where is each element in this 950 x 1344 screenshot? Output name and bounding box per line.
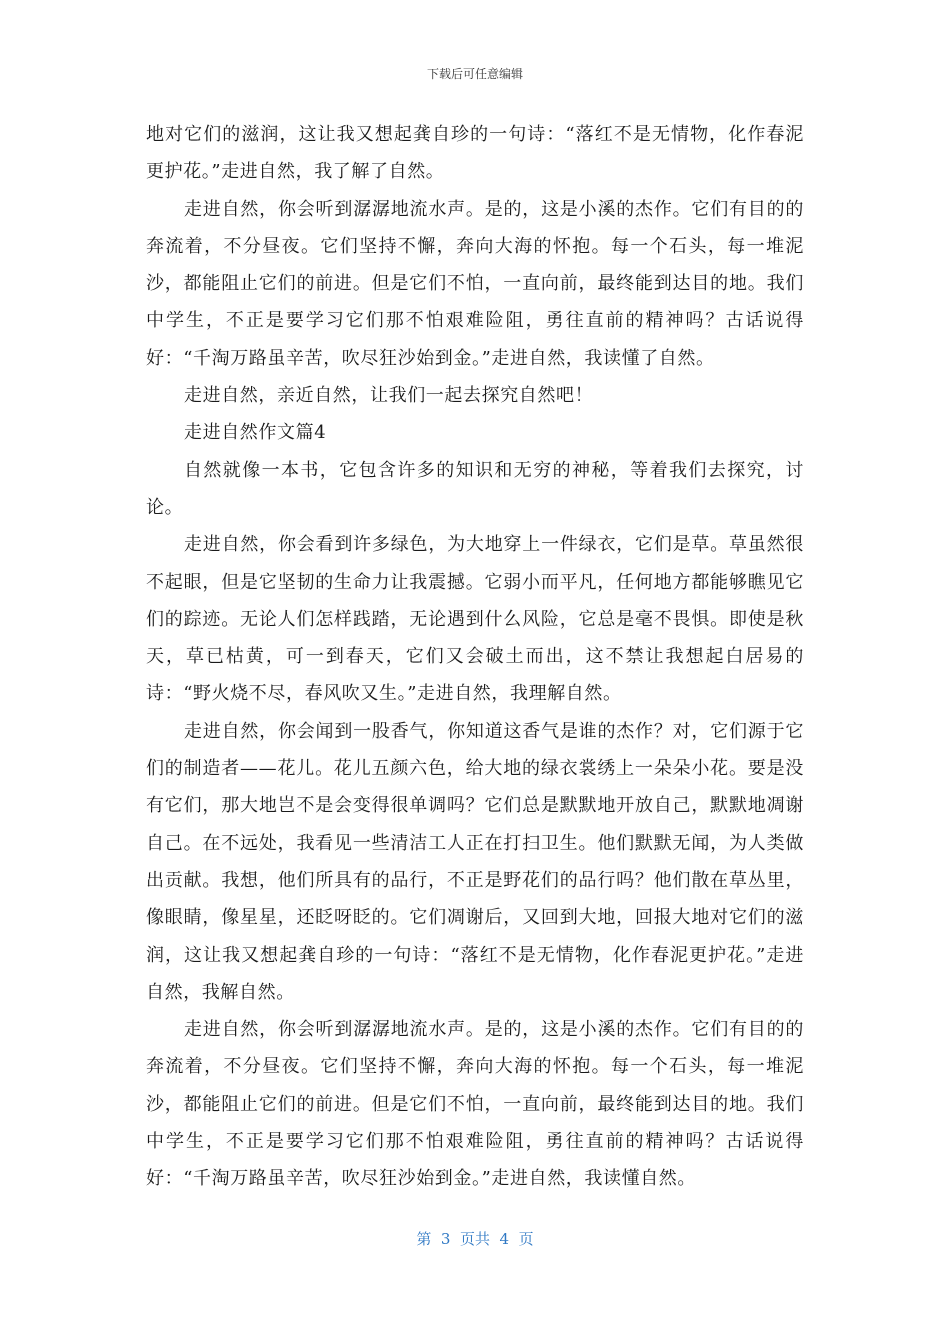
paragraph: 走进自然，你会听到潺潺地流水声。是的，这是小溪的杰作。它们有目的的奔流着，不分昼夜。它们坚持不懈，奔向大海的怀抱。每一个石头，每一堆泥沙，都能阻止它们的前进。但是它们不怕，一直向前，最终能到达目的地。我们中学生，不正是要学习它们那不怕艰难险阻，勇往直前的精神吗？古话说得好：“千淘万路虽辛苦，吹尽狂沙始到金。”走进自然，我读懂自然。 (146, 1019, 804, 1190)
paragraph: 走进自然，你会听到潺潺地流水声。是的，这是小溪的杰作。它们有目的的奔流着，不分昼夜。它们坚持不懈，奔向大海的怀抱。每一个石头，每一堆泥沙，都能阻止它们的前进。但是它们不怕，一直向前，最终能到达目的地。我们中学生，不正是要学习它们那不怕艰难险阻，勇往直前的精神吗？古话说得好：“千淘万路虽辛苦，吹尽狂沙始到金。”走进自然，我读懂了自然。 (146, 198, 804, 369)
paragraph: 走进自然，你会闻到一股香气，你知道这香气是谁的杰作？对，它们源于它们的制造者——花儿。花儿五颜六色，给大地的绿衣裳绣上一朵朵小花。要是没有它们，那大地岂不是会变得很单调吗？它们总是默默地开放自己，默默地凋谢自己。在不远处，我看见一些清洁工人正在打扫卫生。他们默默无闻，为人类做出贡献。我想，他们所具有的品行，不正是野花们的品行吗？他们散在草丛里，像眼睛，像星星，还眨呀眨的。它们凋谢后，又回到大地，回报大地对它们的滋润，这让我又想起龚自珍的一句诗：“落红不是无情物，化作春泥更护花。”走进自然，我解自然。 (146, 720, 804, 1003)
page-number-footer: 第 3 页共 4 页 (416, 1230, 534, 1248)
paragraph: 地对它们的滋润，这让我又想起龚自珍的一句诗：“落红不是无情物，化作春泥更护花。”走进自然，我了解了自然。 (146, 124, 804, 183)
paragraph: 自然就像一本书，它包含许多的知识和无穷的神秘，等着我们去探究，讨论。 (146, 459, 804, 518)
paragraph: 走进自然，亲近自然，让我们一起去探究自然吧！ (184, 385, 594, 407)
paragraph: 走进自然，你会看到许多绿色，为大地穿上一件绿衣，它们是草。草虽然很不起眼，但是它坚韧的生命力让我震撼。它弱小而平凡，任何地方都能够瞧见它们的踪迹。无论人们怎样践踏，无论遇到什么风险，它总是毫不畏惧。即使是秋天，草已枯黄，可一到春天，它们又会破土而出，这不禁让我想起白居易的诗：“野火烧不尽，春风吹又生。”走进自然，我理解自然。 (146, 534, 804, 705)
page-header: 下载后可任意编辑 (426, 67, 523, 81)
section-heading: 走进自然作文篇4 (184, 422, 327, 444)
document-body (146, 116, 804, 1198)
